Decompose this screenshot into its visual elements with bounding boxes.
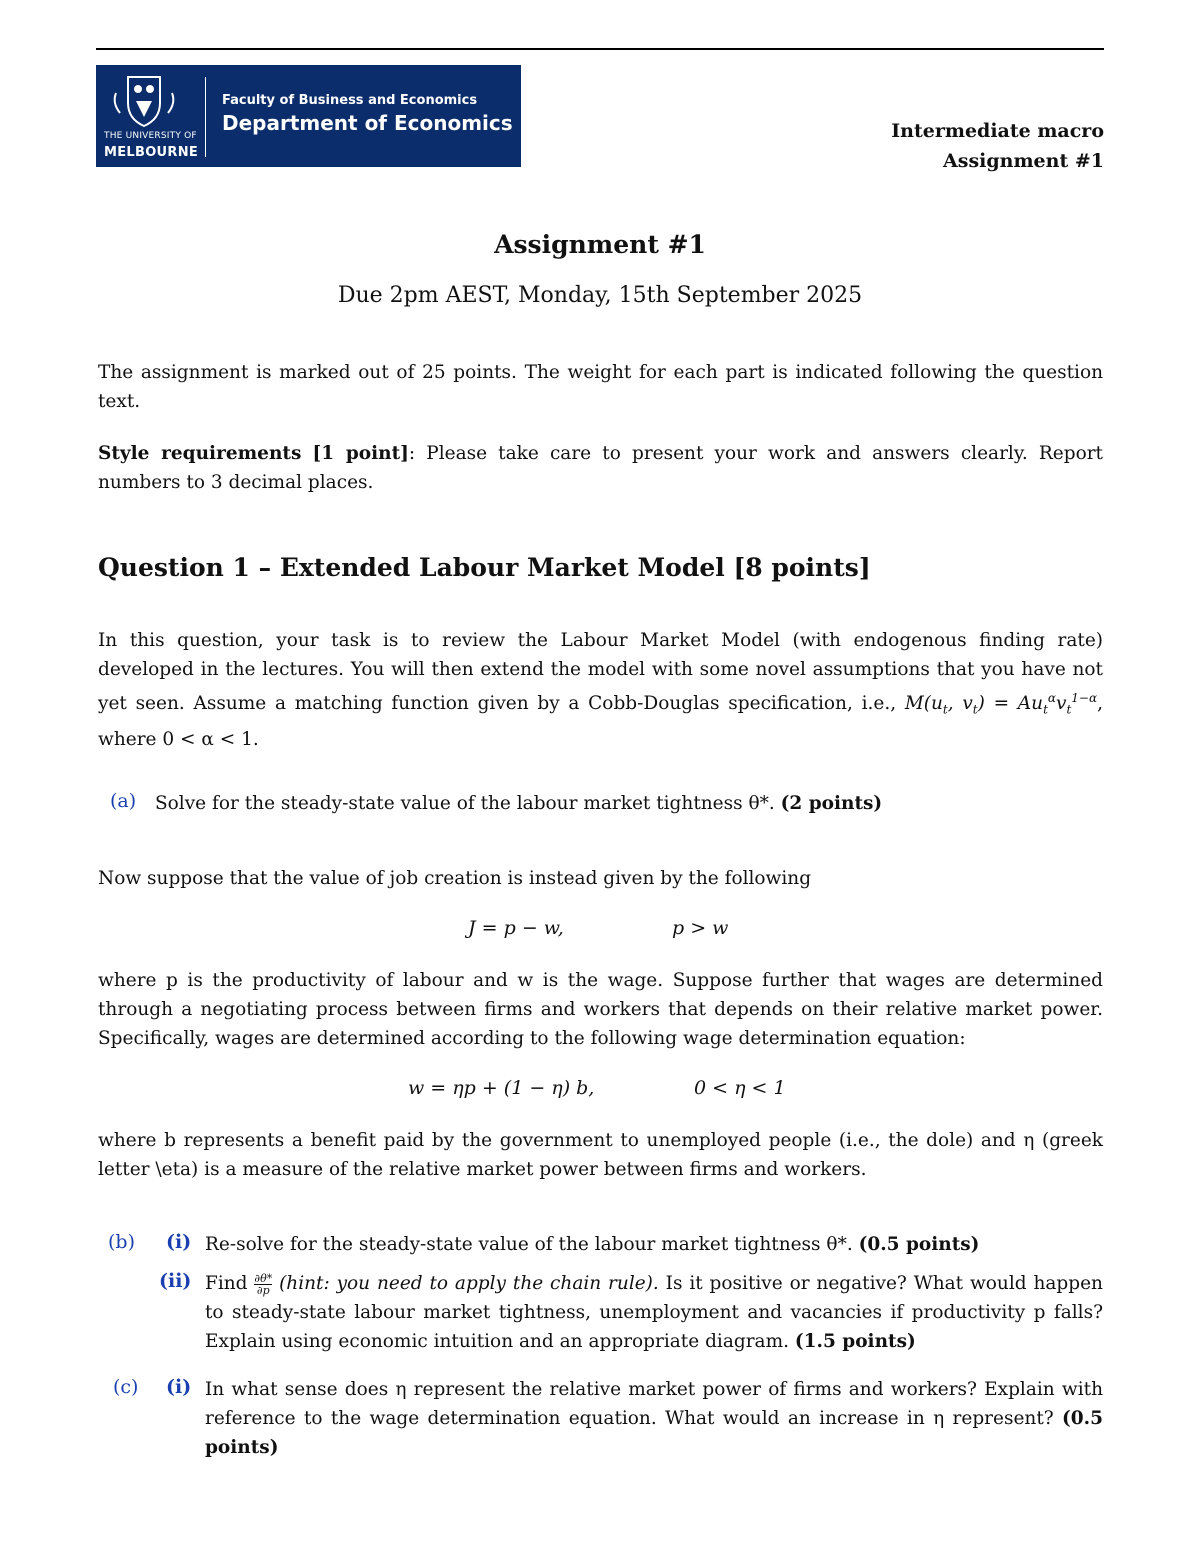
part-b-ii-points: (1.5 points) — [794, 1331, 916, 1352]
part-b-i-label: (i) — [166, 1231, 192, 1253]
part-a-text: Solve for the steady-state value of the labour market tightness θ*. (2 points) — [155, 793, 883, 814]
due-date: Due 2pm AEST, Monday, 15th September 2025 — [337, 283, 863, 308]
part-b-ii-label: (ii) — [159, 1270, 192, 1292]
university-name-line1: THE UNIVERSITY OF — [104, 131, 197, 141]
page-title: Assignment #1 — [494, 230, 706, 259]
question-1-intro — [98, 626, 1103, 754]
style-label: Style requirements — [98, 443, 302, 464]
job-value-condition: p > w — [672, 917, 729, 939]
part-a-label: (a) — [110, 790, 137, 812]
part-b-label: (b) — [108, 1231, 135, 1253]
style-text: : Please take care to present your work and answers clearly. Report numbers to 3 decimal places. — [98, 443, 1103, 493]
wage-equation: w = ηp + (1 − η) b, — [408, 1077, 595, 1099]
q1-intro-text: In this question, your task is to review the Labour Market Model (with endogenous finding rate) developed in the lectures. You will then extend the model with some novel assumptions that you have not yet seen. Assume a matching function given by a Cobb-Douglas specification, i.e., — [98, 630, 1103, 715]
part-b-i-points: (0.5 points) — [858, 1234, 980, 1255]
course-name: Intermediate macro — [891, 120, 1104, 142]
matching-function: $M(u_t$, $v_t) = Au_t^\alpha v_t^{1-\alpha}$ — [904, 691, 1098, 717]
department-name: Department of Economics — [222, 111, 513, 135]
style-paragraph — [98, 439, 1103, 497]
job-creation-intro: Now suppose that the value of job creation is instead given by the following — [98, 868, 812, 889]
question-1-heading: Question 1 – Extended Labour Market Model [8 points] — [98, 553, 871, 582]
question-1-points: [8 points] — [733, 553, 871, 582]
style-points: [1 point] — [312, 443, 409, 464]
job-value-equation: J = p − w, — [468, 917, 564, 939]
marking-paragraph: The assignment is marked out of 25 points. The weight for each part is indicated following the question text. — [98, 362, 1103, 412]
course-info — [891, 116, 1104, 176]
assignment-label: Assignment #1 — [943, 150, 1104, 172]
university-logo — [96, 65, 521, 167]
crest-icon — [108, 73, 180, 129]
university-name-line2: MELBOURNE — [104, 145, 199, 160]
part-b-ii-text: Find $\frac{\partial\theta*}{\partial p}$ (hint: you need to apply the chain rule). Is it positive or negative? What would happen to steady-state labour market tightness, unemployment and vacancies if productivity p falls? Explain using economic intuition and an appropriate diagram. (1.5 points) — [205, 1271, 1103, 1352]
part-c-i-text: In what sense does η represent the relative market power of firms and workers? Explain with reference to the wage determination equation. What would an increase in η represent? (0.5 points) — [205, 1379, 1103, 1458]
where-clause: , where 0 < α < 1. — [98, 693, 1103, 750]
part-c-i-points: (0.5 points) — [205, 1408, 1103, 1458]
wage-intro: where p is the productivity of labour and w is the wage. Suppose further that wages are determined through a negotiating process between firms and workers that depends on their relative market power. Specifically, wages are determined according to the following wage determination equation: — [98, 970, 1103, 1049]
wage-explanation: where b represents a benefit paid by the government to unemployed people (i.e., the dole) and η (greek letter \eta) is a measure of the relative market power between firms and workers. — [98, 1130, 1103, 1180]
part-c-i-label: (i) — [166, 1376, 192, 1398]
part-a-points: (2 points) — [780, 793, 883, 814]
faculty-name: Faculty of Business and Economics — [222, 93, 478, 108]
part-c-label: (c) — [113, 1376, 139, 1398]
part-b-ii-hint: (hint: you need to apply the chain rule). — [279, 1273, 659, 1294]
derivative-fraction: $\frac{\partial\theta*}{\partial p}$ — [254, 1271, 273, 1297]
top-rule — [96, 48, 1104, 50]
wage-condition: 0 < η < 1 — [694, 1077, 786, 1099]
part-b-i-text: Re-solve for the steady-state value of the labour market tightness θ*. (0.5 points) — [205, 1234, 980, 1255]
logo-divider — [205, 77, 206, 157]
